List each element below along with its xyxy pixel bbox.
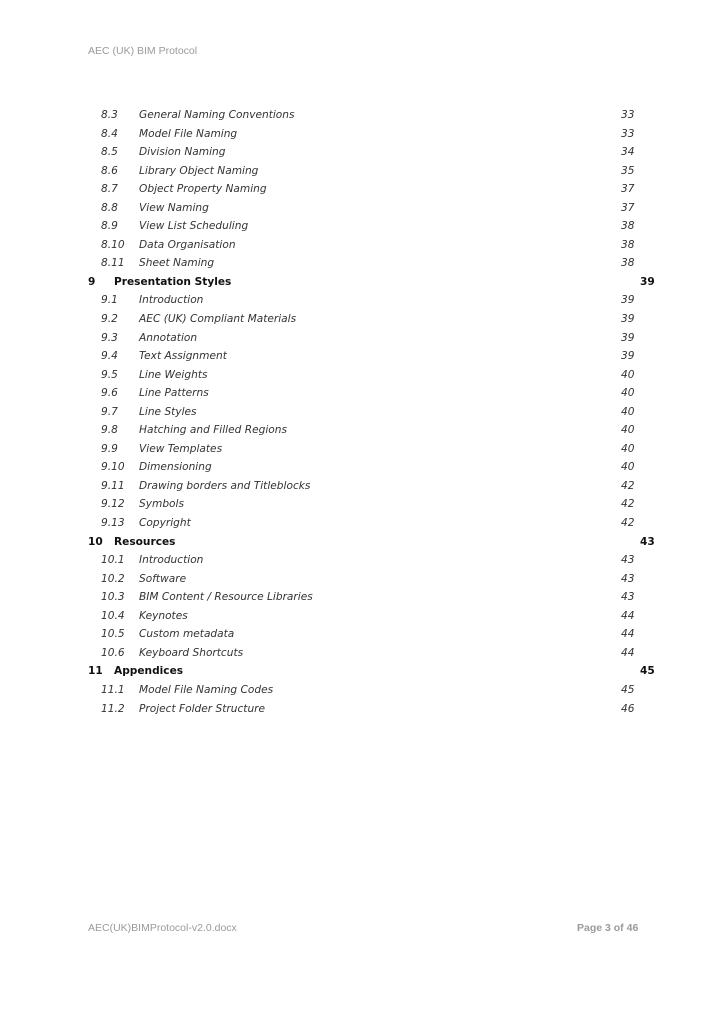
toc-entry-page: 44: [621, 609, 635, 622]
toc-subsection-entry[interactable]: [0, 440, 724, 459]
toc-subsection-entry[interactable]: [0, 514, 724, 533]
toc-entry-num: 8.3: [101, 109, 118, 121]
toc-entry-num: 8.6: [101, 164, 118, 177]
toc-entry-title: Library Object Naming: [139, 164, 259, 177]
toc-entry-title: Symbols: [139, 498, 184, 511]
toc-subsection-entry[interactable]: [0, 681, 724, 700]
toc-subsection-entry[interactable]: [0, 607, 724, 626]
toc-entry-page: 45: [640, 665, 655, 678]
toc-subsection-entry[interactable]: [0, 625, 724, 644]
toc-entry-page: 40: [621, 461, 635, 474]
toc-entry-page: 42: [621, 517, 635, 530]
toc-entry-page: 39: [621, 313, 635, 326]
toc-entry-page: 37: [621, 201, 635, 214]
toc-entry-title: Model File Naming: [139, 127, 238, 140]
toc-subsection-entry[interactable]: [0, 125, 724, 144]
toc-entry-page: 45: [621, 683, 635, 696]
toc-entry-page: 33: [621, 127, 635, 140]
toc-entry-num: 9.10: [101, 461, 125, 474]
toc-entry-num: 8.4: [101, 127, 118, 140]
toc-entry-title: AEC (UK) Compliant Materials: [139, 313, 297, 326]
toc-entry-title: Model File Naming Codes: [139, 683, 274, 696]
toc-entry-num: 9.4: [101, 350, 118, 363]
footer-page-number: Page 3 of 46: [577, 922, 639, 934]
toc-entry-title: Keynotes: [139, 609, 188, 622]
toc-entry-num: 8.5: [101, 146, 118, 159]
toc-entry-page: 33: [621, 109, 635, 121]
toc-entry-title: Annotation: [139, 331, 198, 344]
toc-subsection-entry[interactable]: [0, 291, 724, 310]
toc-subsection-entry[interactable]: [0, 551, 724, 570]
toc-entry-page: 43: [640, 535, 655, 548]
toc-subsection-entry[interactable]: [0, 329, 724, 348]
toc-subsection-entry[interactable]: [0, 495, 724, 514]
toc-entry-title: Line Patterns: [139, 387, 209, 400]
table-of-contents: [0, 106, 724, 718]
toc-subsection-entry[interactable]: [0, 106, 724, 125]
toc-entry-title: Division Naming: [139, 146, 226, 159]
toc-entry-title: Hatching and Filled Regions: [139, 424, 287, 437]
toc-entry-title: Custom metadata: [139, 628, 235, 641]
toc-section-entry[interactable]: [0, 662, 724, 681]
toc-subsection-entry[interactable]: [0, 180, 724, 199]
toc-entry-num: 9.7: [101, 405, 118, 418]
toc-subsection-entry[interactable]: [0, 588, 724, 607]
toc-subsection-entry[interactable]: [0, 366, 724, 385]
toc-entry-num: 9.11: [101, 479, 125, 492]
toc-entry-page: 38: [621, 220, 635, 233]
toc-entry-title: View List Scheduling: [139, 220, 249, 233]
toc-entry-page: 44: [621, 646, 635, 659]
toc-entry-num: 8.8: [101, 201, 118, 214]
toc-entry-page: 44: [621, 628, 635, 641]
toc-entry-title: Introduction: [139, 554, 204, 567]
toc-subsection-entry[interactable]: [0, 477, 724, 496]
toc-entry-page: 40: [621, 442, 635, 455]
toc-entry-num: 9.9: [101, 442, 118, 455]
toc-entry-num: 11.1: [101, 683, 125, 696]
toc-entry-title: Introduction: [139, 294, 204, 307]
toc-entry-title: Software: [139, 572, 187, 585]
toc-entry-page: 39: [640, 275, 655, 288]
toc-entry-page: 40: [621, 405, 635, 418]
toc-entry-num: 9.8: [101, 424, 118, 437]
toc-entry-title: Sheet Naming: [139, 257, 215, 270]
toc-entry-title: Text Assignment: [139, 350, 227, 363]
toc-entry-title: Appendices: [114, 665, 184, 678]
toc-entry-title: View Naming: [139, 201, 209, 214]
toc-subsection-entry[interactable]: [0, 644, 724, 663]
toc-entry-num: 10.2: [101, 572, 125, 585]
toc-subsection-entry[interactable]: [0, 162, 724, 181]
toc-entry-title: Resources: [114, 535, 176, 548]
toc-entry-num: 9.2: [101, 313, 118, 326]
page-header: AEC (UK) BIM Protocol: [88, 45, 198, 57]
toc-subsection-entry[interactable]: [0, 384, 724, 403]
toc-entry-title: Line Weights: [139, 368, 208, 381]
toc-entry-page: 40: [621, 424, 635, 437]
toc-subsection-entry[interactable]: [0, 347, 724, 366]
toc-section-entry[interactable]: [0, 273, 724, 292]
toc-entry-num: 9.13: [101, 517, 125, 530]
toc-entry-page: 40: [621, 368, 635, 381]
toc-entry-num: 9.3: [101, 331, 118, 344]
toc-entry-num: 9.1: [101, 294, 118, 307]
toc-entry-num: 11: [88, 665, 103, 678]
toc-subsection-entry[interactable]: [0, 310, 724, 329]
toc-entry-num: 9: [88, 275, 96, 288]
toc-entry-page: 40: [621, 387, 635, 400]
toc-entry-num: 10.4: [101, 609, 125, 622]
toc-entry-page: 43: [621, 591, 635, 604]
toc-section-entry[interactable]: [0, 533, 724, 552]
toc-entry-title: General Naming Conventions: [139, 109, 295, 121]
toc-entry-title: View Templates: [139, 442, 223, 455]
toc-entry-num: 8.11: [101, 257, 125, 270]
toc-entry-page: 46: [621, 702, 635, 715]
toc-subsection-entry[interactable]: [0, 570, 724, 589]
toc-subsection-entry[interactable]: [0, 700, 724, 719]
toc-subsection-entry[interactable]: [0, 421, 724, 440]
toc-entry-num: 11.2: [101, 702, 125, 715]
toc-entry-title: Keyboard Shortcuts: [139, 646, 244, 659]
toc-subsection-entry[interactable]: [0, 236, 724, 255]
toc-entry-page: 34: [621, 146, 635, 159]
toc-entry-page: 38: [621, 257, 635, 270]
toc-entry-num: 10.5: [101, 628, 125, 641]
toc-entry-page: 38: [621, 238, 635, 251]
toc-subsection-entry[interactable]: [0, 458, 724, 477]
toc-entry-title: Object Property Naming: [139, 183, 267, 196]
toc-entry-num: 9.6: [101, 387, 118, 400]
toc-entry-num: 8.9: [101, 220, 118, 233]
toc-subsection-entry[interactable]: [0, 143, 724, 162]
toc-entry-title: Copyright: [139, 517, 191, 530]
toc-entry-page: 39: [621, 294, 635, 307]
toc-subsection-entry[interactable]: [0, 254, 724, 273]
toc-entry-page: 39: [621, 350, 635, 363]
toc-entry-title: Data Organisation: [139, 238, 236, 251]
toc-entry-num: 10.6: [101, 646, 125, 659]
toc-entry-num: 10.3: [101, 591, 125, 604]
toc-entry-title: BIM Content / Resource Libraries: [139, 591, 313, 604]
toc-entry-page: 39: [621, 331, 635, 344]
toc-entry-num: 9.12: [101, 498, 125, 511]
toc-entry-num: 8.10: [101, 238, 125, 251]
toc-entry-num: 9.5: [101, 368, 118, 381]
toc-subsection-entry[interactable]: [0, 199, 724, 218]
toc-entry-title: Presentation Styles: [114, 275, 232, 288]
toc-entry-page: 35: [621, 164, 635, 177]
toc-entry-num: 10: [88, 535, 103, 548]
footer-filename: AEC(UK)BIMProtocol-v2.0.docx: [88, 922, 237, 934]
toc-entry-page: 42: [621, 498, 635, 511]
toc-subsection-entry[interactable]: [0, 217, 724, 236]
toc-entry-title: Project Folder Structure: [139, 702, 266, 715]
toc-subsection-entry[interactable]: [0, 403, 724, 422]
toc-entry-num: 10.1: [101, 554, 125, 567]
toc-entry-title: Dimensioning: [139, 461, 212, 474]
toc-entry-page: 43: [621, 554, 635, 567]
toc-entry-page: 37: [621, 183, 635, 196]
toc-entry-page: 42: [621, 479, 635, 492]
toc-entry-page: 43: [621, 572, 635, 585]
toc-entry-title: Line Styles: [139, 405, 197, 418]
toc-entry-num: 8.7: [101, 183, 118, 196]
toc-entry-title: Drawing borders and Titleblocks: [139, 479, 311, 492]
